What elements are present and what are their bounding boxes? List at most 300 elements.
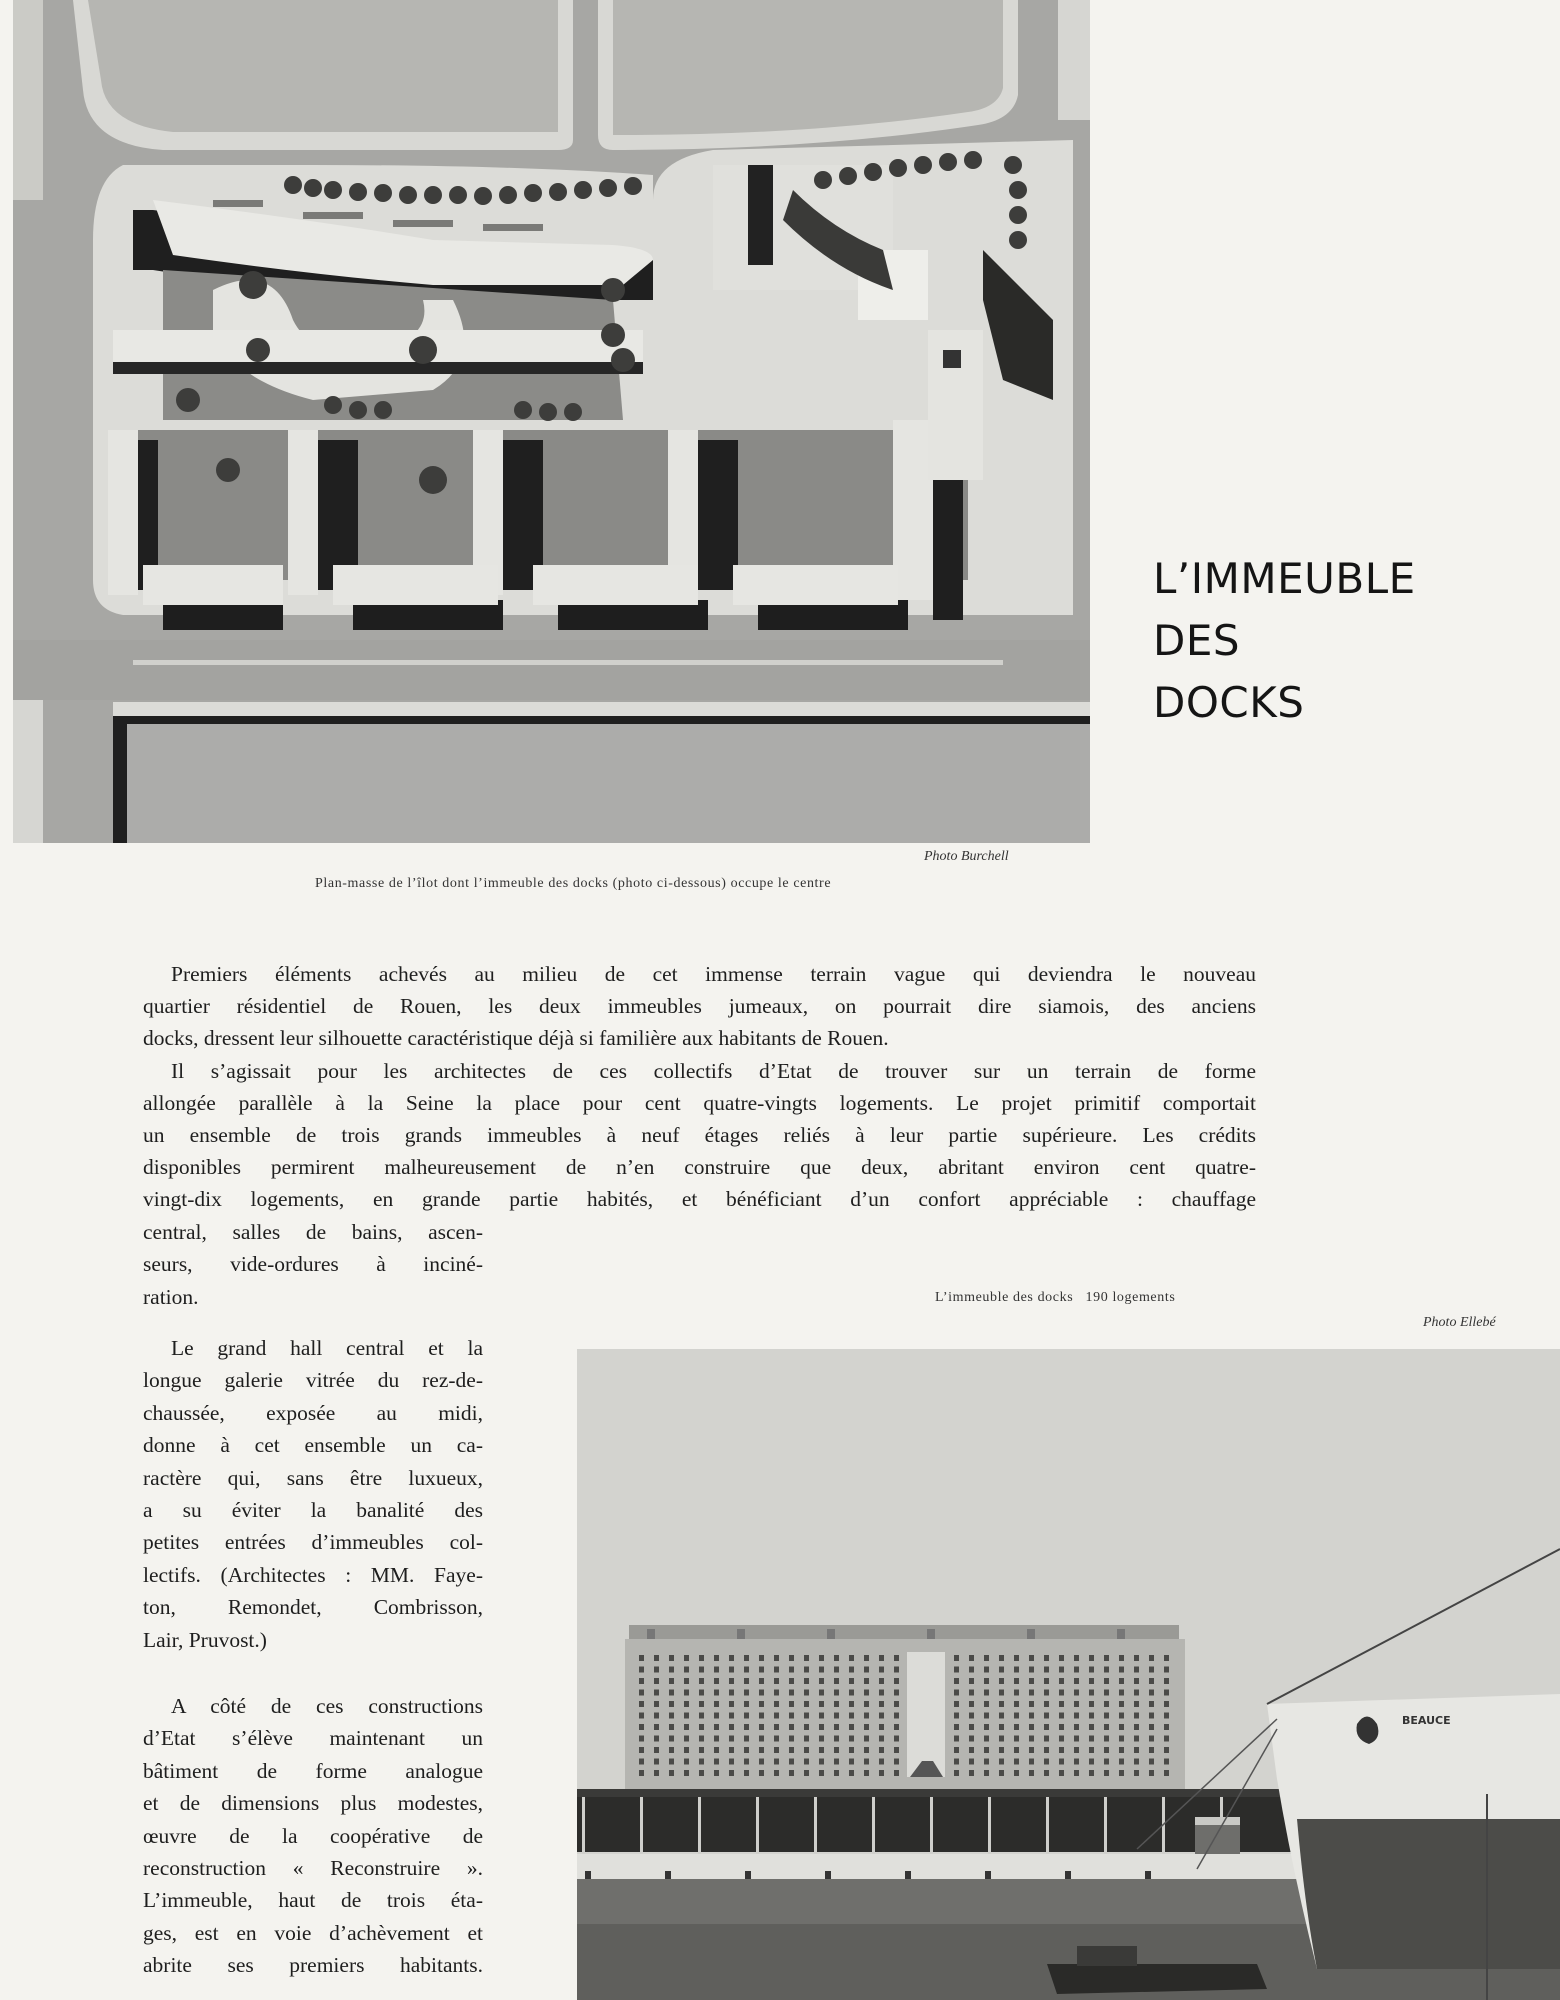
docks-building-illustration [577, 1349, 1560, 2000]
building-window [774, 1736, 779, 1742]
building-window [969, 1655, 974, 1661]
building-window [1074, 1701, 1079, 1707]
building-window [849, 1667, 854, 1673]
building-window [714, 1713, 719, 1719]
building-window [984, 1655, 989, 1661]
building-window [894, 1747, 899, 1753]
building-window [954, 1701, 959, 1707]
building-window [1044, 1655, 1049, 1661]
building-window [1164, 1759, 1169, 1765]
building-window [654, 1747, 659, 1753]
building-window [759, 1655, 764, 1661]
building-window [1134, 1701, 1139, 1707]
building-window [1044, 1713, 1049, 1719]
building-window [894, 1770, 899, 1776]
building-window [1149, 1655, 1154, 1661]
body-line: un ensemble de trois grands immeubles à neuf étages reliés à leur partie supérieure. Les crédits [143, 1123, 1256, 1148]
building-window [804, 1736, 809, 1742]
quay-bollard [985, 1871, 991, 1879]
building-window [1014, 1701, 1019, 1707]
building-window [684, 1690, 689, 1696]
building-window [669, 1759, 674, 1765]
site-model-illustration [13, 0, 1090, 843]
building-window [879, 1724, 884, 1730]
building-window [759, 1701, 764, 1707]
title-line-2: DES [1153, 616, 1241, 665]
building-window [1059, 1655, 1064, 1661]
building-window [699, 1736, 704, 1742]
building-window [789, 1667, 794, 1673]
building-window [1014, 1667, 1019, 1673]
building-window [1074, 1759, 1079, 1765]
building-window [834, 1736, 839, 1742]
body-line: seurs, vide-ordures à inciné- [143, 1252, 483, 1277]
building-window [1014, 1713, 1019, 1719]
building-window [1059, 1713, 1064, 1719]
building-window [1059, 1759, 1064, 1765]
quay-bollard [905, 1871, 911, 1879]
building-window [1149, 1667, 1154, 1673]
building-window [714, 1678, 719, 1684]
building-window [1164, 1770, 1169, 1776]
building-window [1149, 1747, 1154, 1753]
building-window [804, 1770, 809, 1776]
body-line: ton, Remondet, Combrisson, [143, 1595, 483, 1620]
building-window [1104, 1701, 1109, 1707]
building-window [879, 1655, 884, 1661]
building-window [654, 1736, 659, 1742]
building-window [1119, 1770, 1124, 1776]
body-line: L’immeuble, haut de trois éta- [143, 1888, 483, 1913]
building-window [894, 1724, 899, 1730]
building-window [984, 1678, 989, 1684]
building-window [1104, 1678, 1109, 1684]
building-window [1029, 1655, 1034, 1661]
building-window [864, 1667, 869, 1673]
building-window [1059, 1690, 1064, 1696]
building-window [699, 1747, 704, 1753]
building-window [849, 1655, 854, 1661]
building-window [804, 1759, 809, 1765]
body-line: œuvre de la coopérative de [143, 1823, 483, 1848]
site-model-photo [13, 0, 1090, 843]
building-window [1104, 1667, 1109, 1673]
building-window [699, 1701, 704, 1707]
building-window [789, 1724, 794, 1730]
building-window [999, 1701, 1004, 1707]
building-window [789, 1701, 794, 1707]
building-window [1089, 1701, 1094, 1707]
building-window [984, 1667, 989, 1673]
building-window [1014, 1770, 1019, 1776]
building-window [1089, 1747, 1094, 1753]
building-window [1134, 1667, 1139, 1673]
building-window [1014, 1678, 1019, 1684]
building-window [729, 1759, 734, 1765]
building-window [819, 1736, 824, 1742]
body-line: donne à cet ensemble un ca- [143, 1433, 483, 1458]
building-window [834, 1678, 839, 1684]
building-window [1119, 1759, 1124, 1765]
body-line: vingt-dix logements, en grande partie habités, et bénéficiant d’un confort appréciable : chauffage [143, 1187, 1256, 1212]
apartment-building [625, 1625, 1185, 1789]
article-body-narrow-1 [143, 1216, 483, 1313]
building-window [804, 1655, 809, 1661]
building-window [1149, 1690, 1154, 1696]
building-window [1134, 1678, 1139, 1684]
building-window [714, 1770, 719, 1776]
building-window [1029, 1713, 1034, 1719]
quay-bollard [1065, 1871, 1071, 1879]
building-window [639, 1667, 644, 1673]
building-window [969, 1724, 974, 1730]
building-window [714, 1724, 719, 1730]
building-window [789, 1678, 794, 1684]
building-window [819, 1678, 824, 1684]
building-window [654, 1678, 659, 1684]
building-window [774, 1667, 779, 1673]
building-window [1104, 1770, 1109, 1776]
shed-pillar [756, 1797, 759, 1854]
building-window [984, 1724, 989, 1730]
building-window [999, 1690, 1004, 1696]
building-window [639, 1724, 644, 1730]
building-window [789, 1655, 794, 1661]
title-line-3: DOCKS [1153, 678, 1305, 727]
article-title [1153, 548, 1483, 734]
building-window [1164, 1655, 1169, 1661]
building-window [1134, 1690, 1139, 1696]
shed-pillar [988, 1797, 991, 1854]
building-window [1164, 1701, 1169, 1707]
quay-bollard [825, 1871, 831, 1879]
building-window [999, 1655, 1004, 1661]
building-window [849, 1690, 854, 1696]
building-window [654, 1724, 659, 1730]
building-window [1029, 1724, 1034, 1730]
building-window [1149, 1713, 1154, 1719]
building-window [1044, 1759, 1049, 1765]
building-window [774, 1701, 779, 1707]
body-line: ractère qui, sans être luxueux, [143, 1465, 483, 1490]
building-window [744, 1724, 749, 1730]
building-window [1149, 1701, 1154, 1707]
building-window [864, 1759, 869, 1765]
building-window [834, 1724, 839, 1730]
building-window [1134, 1770, 1139, 1776]
building-window [1104, 1655, 1109, 1661]
building-window [999, 1713, 1004, 1719]
building-window [1164, 1667, 1169, 1673]
building-window [969, 1736, 974, 1742]
building-window [969, 1747, 974, 1753]
building-window [1029, 1667, 1034, 1673]
building-window [804, 1701, 809, 1707]
building-window [744, 1736, 749, 1742]
site-photo-credit: Photo Burchell [924, 849, 1009, 864]
building-window [714, 1736, 719, 1742]
building-window [699, 1678, 704, 1684]
building-window [879, 1713, 884, 1719]
building-window [1164, 1690, 1169, 1696]
body-line: quartier résidentiel de Rouen, les deux immeubles jumeaux, on pourrait dire siamois, des anciens [143, 994, 1256, 1019]
building-window [1074, 1747, 1079, 1753]
building-window [1059, 1678, 1064, 1684]
building-window [699, 1713, 704, 1719]
building-window [789, 1770, 794, 1776]
building-window [999, 1678, 1004, 1684]
building-window [879, 1759, 884, 1765]
building-window [894, 1701, 899, 1707]
building-window [639, 1701, 644, 1707]
body-line: a su éviter la banalité des [143, 1498, 483, 1523]
body-line: A côté de ces constructions [171, 1694, 483, 1718]
building-window [714, 1667, 719, 1673]
building-window [849, 1747, 854, 1753]
building-window [684, 1667, 689, 1673]
building-window [684, 1770, 689, 1776]
building-window [669, 1667, 674, 1673]
building-window [1104, 1736, 1109, 1742]
building-window [879, 1736, 884, 1742]
building-window [1014, 1655, 1019, 1661]
building-window [1089, 1724, 1094, 1730]
building-window [1044, 1701, 1049, 1707]
building-window [1014, 1736, 1019, 1742]
building-window [1149, 1759, 1154, 1765]
building-window [879, 1770, 884, 1776]
building-window [1089, 1667, 1094, 1673]
building-window [819, 1724, 824, 1730]
building-window [999, 1667, 1004, 1673]
building-window [894, 1736, 899, 1742]
building-window [834, 1667, 839, 1673]
building-window [774, 1759, 779, 1765]
building-window [984, 1690, 989, 1696]
building-window [1059, 1724, 1064, 1730]
body-line: reconstruction « Reconstruire ». [143, 1856, 483, 1881]
building-window [819, 1770, 824, 1776]
quay-bollard [745, 1871, 751, 1879]
building-window [744, 1759, 749, 1765]
building-window [774, 1747, 779, 1753]
shed-pillar [582, 1797, 585, 1854]
building-window [804, 1713, 809, 1719]
building-window [984, 1759, 989, 1765]
building-window [684, 1678, 689, 1684]
building-window [729, 1701, 734, 1707]
building-window [969, 1667, 974, 1673]
body-line: ges, est en voie d’achèvement et [143, 1920, 483, 1945]
building-window [894, 1759, 899, 1765]
building-window [1029, 1759, 1034, 1765]
building-window [669, 1678, 674, 1684]
building-window [864, 1770, 869, 1776]
building-window [1119, 1667, 1124, 1673]
building-window [1164, 1747, 1169, 1753]
building-window [954, 1690, 959, 1696]
building-window [684, 1713, 689, 1719]
building-window [759, 1667, 764, 1673]
building-window [954, 1667, 959, 1673]
building-window [999, 1770, 1004, 1776]
building-window [819, 1690, 824, 1696]
building-window [1089, 1713, 1094, 1719]
building-window [654, 1667, 659, 1673]
building-window [1044, 1724, 1049, 1730]
building-window [1044, 1747, 1049, 1753]
building-window [999, 1736, 1004, 1742]
body-line: docks, dressent leur silhouette caractéristique déjà si familière aux habitants de Rouen. [143, 1026, 889, 1051]
building-window [744, 1678, 749, 1684]
building-window [834, 1770, 839, 1776]
building-window [1029, 1736, 1034, 1742]
building-window [894, 1655, 899, 1661]
building-window [699, 1667, 704, 1673]
building-window [984, 1747, 989, 1753]
building-window [669, 1747, 674, 1753]
building-window [999, 1747, 1004, 1753]
building-window [1029, 1770, 1034, 1776]
building-window [804, 1747, 809, 1753]
building-window [1074, 1713, 1079, 1719]
building-window [849, 1678, 854, 1684]
building-window [654, 1770, 659, 1776]
building-window [1104, 1747, 1109, 1753]
building-window [684, 1736, 689, 1742]
building-window [1029, 1747, 1034, 1753]
building-window [654, 1759, 659, 1765]
building-window [729, 1678, 734, 1684]
building-window [759, 1759, 764, 1765]
building-window [774, 1690, 779, 1696]
building-window [684, 1747, 689, 1753]
building-window [1134, 1736, 1139, 1742]
building-window [849, 1736, 854, 1742]
building-window [744, 1747, 749, 1753]
building-window [984, 1713, 989, 1719]
building-window [639, 1655, 644, 1661]
building-window [789, 1736, 794, 1742]
building-window [819, 1713, 824, 1719]
building-window [879, 1690, 884, 1696]
building-window [774, 1770, 779, 1776]
building-window [849, 1759, 854, 1765]
body-line: chaussée, exposée au midi, [143, 1400, 483, 1425]
building-window [699, 1759, 704, 1765]
building-window [1119, 1655, 1124, 1661]
body-line: lectifs. (Architectes : MM. Faye- [143, 1562, 483, 1587]
building-window [729, 1713, 734, 1719]
building-window [1164, 1724, 1169, 1730]
building-window [669, 1770, 674, 1776]
building-window [744, 1770, 749, 1776]
building-window [999, 1724, 1004, 1730]
building-window [1164, 1678, 1169, 1684]
building-window [849, 1713, 854, 1719]
building-window [1074, 1667, 1079, 1673]
building-window [954, 1770, 959, 1776]
building-window [744, 1655, 749, 1661]
ship-name-label: BEAUCE [1402, 1714, 1451, 1727]
building-window [669, 1701, 674, 1707]
building-window [1089, 1770, 1094, 1776]
building-window [864, 1678, 869, 1684]
building-window [639, 1770, 644, 1776]
building-window [1119, 1701, 1124, 1707]
building-window [969, 1701, 974, 1707]
building-window [969, 1713, 974, 1719]
building-window [954, 1678, 959, 1684]
building-window [834, 1713, 839, 1719]
building-window [1044, 1690, 1049, 1696]
building-window [1059, 1667, 1064, 1673]
building-window [684, 1701, 689, 1707]
building-window [744, 1667, 749, 1673]
building-window [1089, 1690, 1094, 1696]
building-window [864, 1655, 869, 1661]
building-window [1119, 1713, 1124, 1719]
building-window [954, 1724, 959, 1730]
building-window [864, 1747, 869, 1753]
building-window [804, 1690, 809, 1696]
building-window [1074, 1770, 1079, 1776]
building-window [819, 1759, 824, 1765]
shed-pillar [1046, 1797, 1049, 1854]
site-photo-caption: Plan-masse de l’îlot dont l’immeuble des docks (photo ci-dessous) occupe le centre [315, 876, 832, 891]
building-window [1089, 1678, 1094, 1684]
building-window [729, 1690, 734, 1696]
building-window [1134, 1747, 1139, 1753]
building-window [1149, 1724, 1154, 1730]
body-line: Premiers éléments achevés au milieu de cet immense terrain vague qui deviendra le nouveau [171, 962, 1256, 986]
building-window [804, 1667, 809, 1673]
building-window [1044, 1678, 1049, 1684]
building-window [1104, 1713, 1109, 1719]
building-window [834, 1747, 839, 1753]
building-window [1149, 1678, 1154, 1684]
building-window [1134, 1713, 1139, 1719]
building-window [864, 1701, 869, 1707]
building-window [1119, 1678, 1124, 1684]
building-window [894, 1678, 899, 1684]
building-window [819, 1667, 824, 1673]
building-window [1059, 1770, 1064, 1776]
building-window [984, 1736, 989, 1742]
building-window [729, 1655, 734, 1661]
building-window [1104, 1724, 1109, 1730]
building-window [789, 1747, 794, 1753]
building-window [789, 1759, 794, 1765]
body-line: bâtiment de forme analogue [143, 1758, 483, 1783]
building-window [729, 1736, 734, 1742]
building-window [744, 1713, 749, 1719]
body-line: d’Etat s’élève maintenant un [143, 1726, 483, 1751]
building-window [834, 1690, 839, 1696]
building-window [954, 1747, 959, 1753]
building-window [774, 1655, 779, 1661]
building-window [654, 1655, 659, 1661]
building-window [639, 1690, 644, 1696]
building-window [1164, 1736, 1169, 1742]
building-window [1029, 1678, 1034, 1684]
shed-pillar [1104, 1797, 1107, 1854]
building-window [864, 1724, 869, 1730]
building-window [729, 1667, 734, 1673]
body-line: et de dimensions plus modestes, [143, 1791, 483, 1816]
building-window [1059, 1701, 1064, 1707]
building-window [729, 1747, 734, 1753]
